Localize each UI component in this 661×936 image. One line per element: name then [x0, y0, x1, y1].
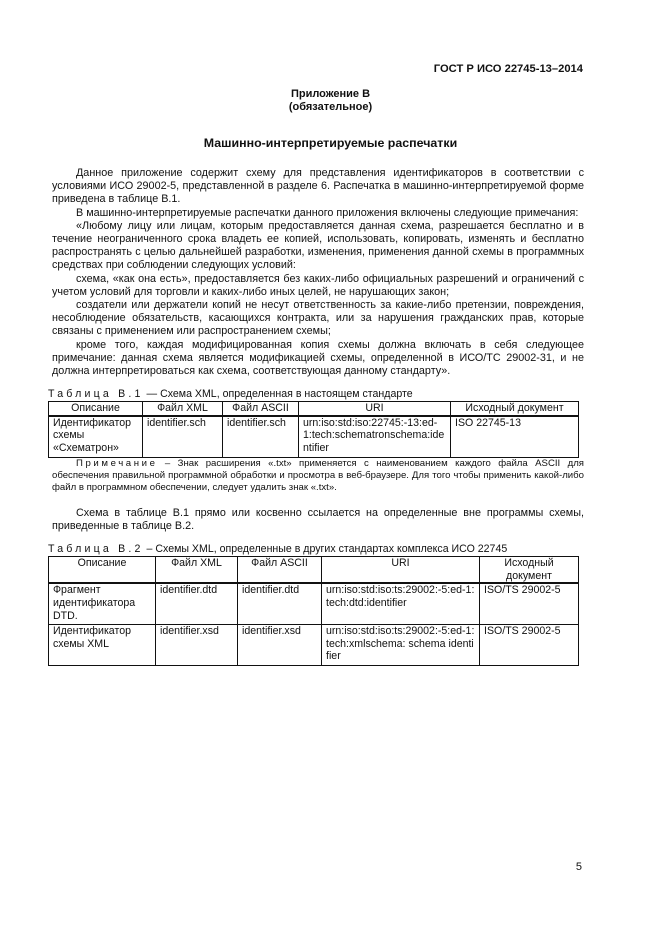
- table-cell: identifier.sch: [223, 416, 299, 457]
- table-cell: identifier.xsd: [156, 625, 238, 666]
- table1-label: Таблица В.1: [48, 388, 144, 401]
- column-header: Файл XML: [156, 557, 238, 584]
- table-cell: identifier.dtd: [238, 583, 322, 624]
- note-text: – Знак расширения «.txt» применяется с наименованием каждого файла ASCII для обеспечения правильной программной обработки и просмотра в веб-браузере. Для того чтобы применить какой-либо файл в программном обеспечении, следует удалить знак «.txt».: [52, 457, 584, 494]
- table-cell: Идентификатор схемы XML: [49, 625, 156, 666]
- paragraph: кроме того, каждая модифицированная копия схемы должна включать в себя следующее примечание: данная схема является модификацией схемы, определенной в ИСО/ТС 29002-31, и не должна интерпретироваться как схема, соответствующая данному стандарту».: [52, 338, 584, 378]
- paragraph: Данное приложение содержит схему для представления идентификаторов в соответствии с условиями ИСО 29002-5, представленной в разделе 6. Распечатка в машинно-интерпретируемой форме приведена в таблице В.1.: [52, 167, 584, 206]
- annex-status: (обязательное): [288, 101, 373, 113]
- table1: [48, 401, 579, 457]
- table-cell: identifier.dtd: [156, 583, 238, 624]
- column-header: URI: [299, 402, 451, 416]
- column-header: Описание: [49, 402, 143, 416]
- document-body: [48, 167, 584, 666]
- table1-caption: [48, 388, 584, 400]
- column-header: Файл ASCII: [238, 557, 322, 584]
- document-header: ГОСТ Р ИСО 22745-13–2014: [433, 63, 583, 75]
- table-cell: urn:iso:std:iso:ts:29002:-5:ed-1:tech:xmlschema: schema identifier: [322, 625, 480, 666]
- column-header: Исходный документ: [480, 557, 579, 584]
- column-header: Файл ASCII: [223, 402, 299, 416]
- table-cell: identifier.xsd: [238, 625, 322, 666]
- table-row: [49, 625, 579, 666]
- paragraph: «Любому лицу или лицам, которым предоставляется данная схема, разрешается бесплатно и в течение неограниченного срока владеть ее копией, использовать, копировать, изменять и бесплатно распространять с целью дальнейшей разработки, изменения, применения данной схемы в программных средствах при соблюдении следующих условий:: [52, 219, 584, 272]
- annex-title: Приложение В: [290, 88, 371, 100]
- column-header: Описание: [49, 557, 156, 584]
- paragraph: В машинно-интерпретируемые распечатки данного приложения включены следующие примечания:: [76, 206, 579, 219]
- table-cell: ISO 22745-13: [451, 416, 579, 457]
- column-header: URI: [322, 557, 480, 584]
- annex-heading: [0, 88, 661, 114]
- table-row: [49, 416, 579, 457]
- table2-label: Таблица В.2: [48, 543, 144, 556]
- section-title: Машинно-интерпретируемые распечатки: [203, 136, 458, 150]
- table-cell: identifier.sch: [143, 416, 223, 457]
- table-cell: urn:iso:std:iso:22745:-13:ed-1:tech:schematronschema:identifier: [299, 416, 451, 457]
- table-cell: Фрагмент идентификатора DTD.: [49, 583, 156, 624]
- table2-caption: [48, 543, 584, 555]
- paragraph: Схема в таблице В.1 прямо или косвенно ссылается на определенные вне программы схемы, приведенные в таблице В.2.: [52, 506, 584, 533]
- table-header-row: [49, 557, 579, 584]
- paragraph: схема, «как она есть», предоставляется без каких-либо официальных разрешений и ограничений с учетом условий для торговли и каких-либо иных целей, не нарушающих закон;: [52, 272, 584, 298]
- note-label: Примечание: [76, 457, 158, 469]
- column-header: Файл XML: [143, 402, 223, 416]
- column-header: Исходный документ: [451, 402, 579, 416]
- page-number: 5: [575, 861, 582, 873]
- table2-caption-text: – Схемы XML, определенные в других стандартах комплекса ИСО 22745: [143, 543, 508, 556]
- table-cell: ISO/TS 29002-5: [480, 583, 579, 624]
- table2: [48, 556, 579, 666]
- table-row: [49, 583, 579, 624]
- paragraph: создатели или держатели копий не несут ответственность за какие-либо претензии, повреждения, несоблюдение обязательств, касающихся контракта, или за нарушения гражданских прав, которые связаны с применением или распространением схемы;: [52, 299, 584, 338]
- table-cell: urn:iso:std:iso:ts:29002:-5:ed-1:tech:dtd:identifier: [322, 583, 480, 624]
- table-cell: Идентификатор схемы «Схематрон»: [49, 416, 143, 457]
- table-note: [52, 458, 584, 495]
- table-header-row: [49, 402, 579, 416]
- table1-caption-text: — Схема XML, определенная в настоящем стандарте: [143, 388, 413, 401]
- table-cell: ISO/TS 29002-5: [480, 625, 579, 666]
